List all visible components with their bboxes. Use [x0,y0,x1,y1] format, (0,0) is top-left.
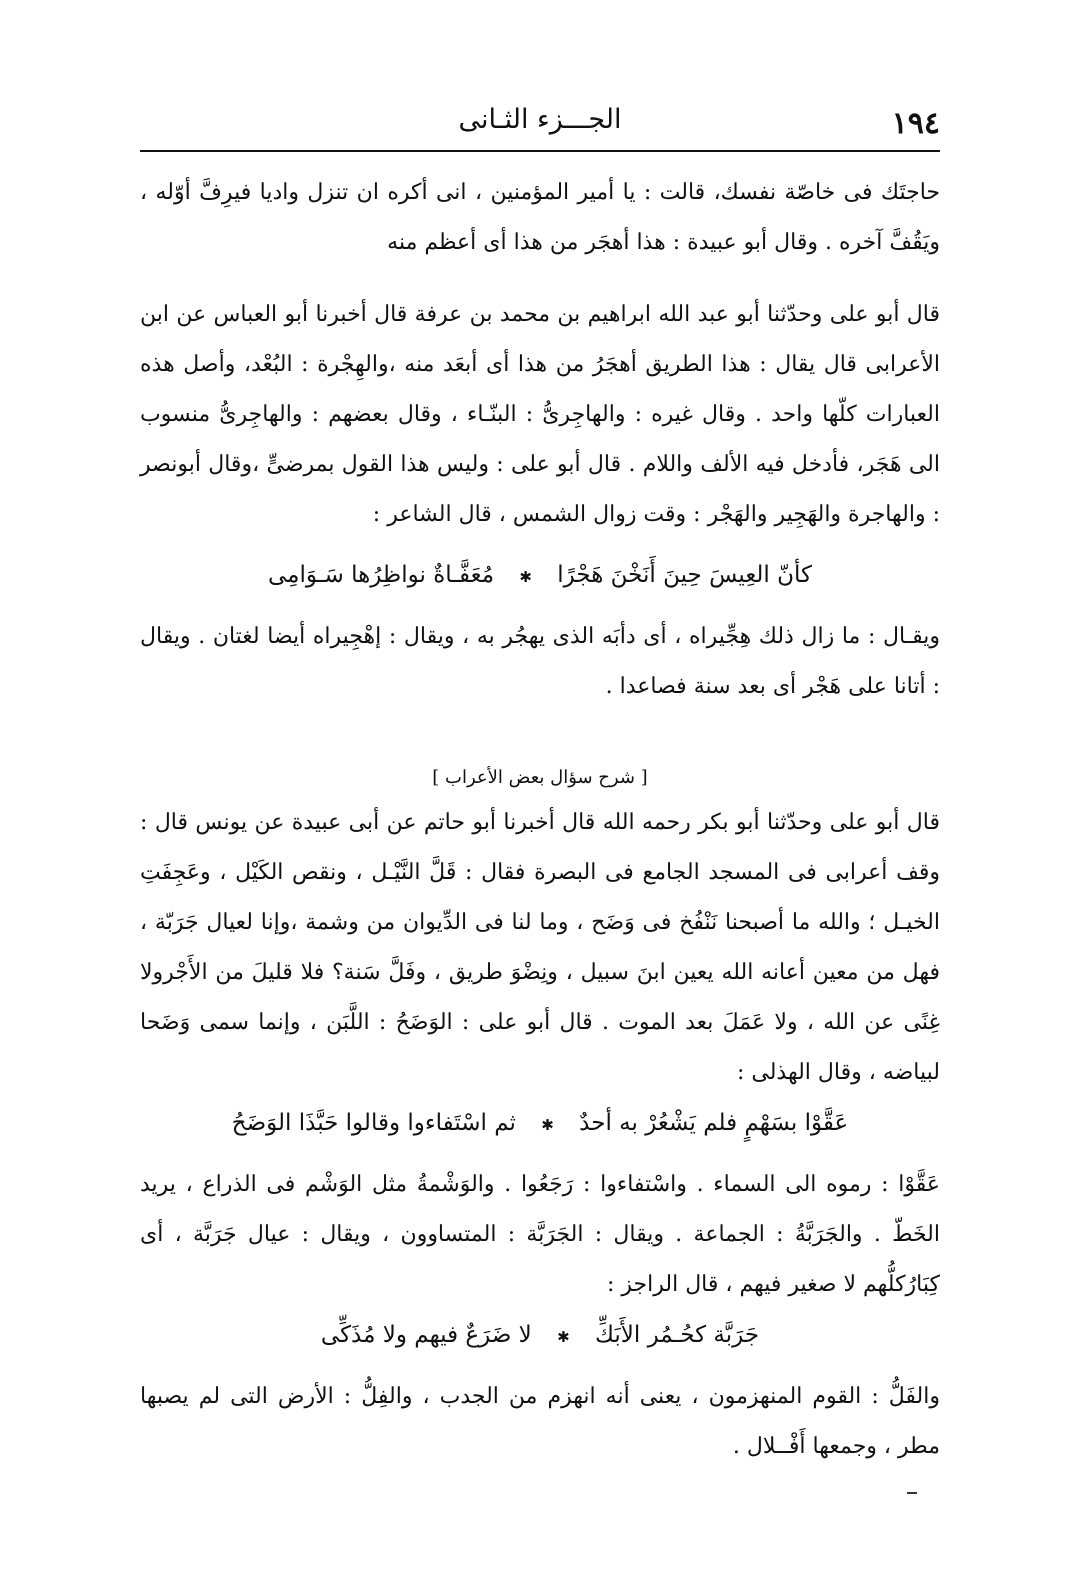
verse-2-first-hemistich: عَقَّوْا بسَهْمٍ فلم يَشْعُرْ به أحدٌ [579,1110,849,1136]
star-separator-icon: ✱ [557,1328,570,1346]
paragraph-5: عَقَّوْا : رموه الى السماء . واسْتفاءوا : رَجَعُوا . والوَشْمةُ مثل الوَشْم فى الذراع ، يريد الخَطّ . والجَرَبَّةُ : الجماعة . ويقال : الجَرَبَّة : المتساوون ، ويقال : عيال جَرَبَّة ، أى كِبَارُكلُّهم لا صغير فيهم ، قال الراجز : [140,1172,940,1297]
header-rule [140,150,940,152]
verse-2-second-hemistich: ثم اسْتَفاءوا وقالوا حَبَّذَا الوَضَحُ [231,1110,516,1136]
paragraph-6: والفَلُّ : القوم المنهزمون ، يعنى أنه انهزم من الجدب ، والفِلُّ : الأرض التى لم يصبها مطر ، وجمعها أَفْــلال . [140,1384,940,1459]
star-separator-icon: ✱ [541,1116,554,1134]
edge-mark [907,1492,917,1494]
verse-1 [140,550,940,602]
paragraph-2: قال أبو على وحدّثنا أبو عبد الله ابراهيم بن محمد بن عرفة قال أخبرنا أبو العباس عن ابن الأعرابى قال يقال : هذا الطريق أهجَرُ من هذا أى أبعَد منه ،والهِجْرة : البُعْد، وأصل هذه العبارات كلّها واحد . وقال غيره : والهاجِرىُّ : البنّـاء ، وقال بعضهم : والهاجِرىُّ منسوب الى هَجَر، فأدخل فيه الألف واللام . قال أبو على : وليس هذا القول بمرضىٍّ ،وقال أبونصر : والهاجرة والهَجِير والهَجْر : وقت زوال الشمس ، قال الشاعر : [140,302,940,527]
paragraph-4: قال أبو على وحدّثنا أبو بكر رحمه الله قال أخبرنا أبو حاتم عن أبى عبيدة عن يونس قال : وقف أعرابى فى المسجد الجامع فى البصرة فقال : قَلَّ النَّيْـل ، ونقص الكَيْل ، وعَجِفَتِ الخيـل ؛ والله ما أصبحنا نَنْفُخ فى وَضَح ، وما لنا فى الدِّيوان من وشمة ،وإنا لعيال جَرَبّة ، فهل من معين أعانه الله يعين ابنَ سبيل ، ونِضْوَ طريق ، وفَلَّ سَنة؟ فلا قليلَ من الأَجْرولا غِنًى عن الله ، ولا عَمَلَ بعد الموت . قال أبو على : الوَضَحُ : اللَّبَن ، وإنما سمى وَضَحا لبياضه ، وقال الهذلى : [140,810,940,1085]
section-title: [ شرح سؤال بعض الأعراب ] [432,767,648,788]
verse-3-second-hemistich: لا ضَرَعٌ فيهم ولا مُذَكِّى [320,1322,532,1348]
verse-3-first-hemistich: جَرَبَّة كحُـمُر الأَبَكِّ [595,1322,760,1348]
verse-2 [140,1098,940,1150]
running-title: الجـــزء الثـانى [458,104,622,135]
paragraph-3: ويقـال : ما زال ذلك هِجِّيراه ، أى دأبَه الذى يهجُر به ، ويقال : إهْجِيراه أيضا لغتان . ويقال : أتانا على هَجْر أى بعد سنة فصاعدا . [140,624,940,699]
page-number: ١٩٤ [891,106,940,141]
page-body [140,168,940,1472]
verse-1-second-hemistich: مُعَفَّـاةٌ نواظِرُها سَـوَامِى [268,562,495,588]
star-separator-icon: ✱ [519,568,532,586]
verse-1-first-hemistich: كأنّ العِيسَ حِينَ أَنَخْنَ هَجْرًا [557,562,812,588]
verse-3 [140,1310,940,1362]
page-header [140,100,940,146]
paragraph-1: حاجتَك فى خاصّة نفسك، قالت : يا أمير المؤمنين ، انى أكره ان تنزل واديا فيرِفَّ أوّله ، ويَقُفَّ آخره . وقال أبو عبيدة : هذا أهجَر من هذا أى أعظم منه [140,180,940,255]
